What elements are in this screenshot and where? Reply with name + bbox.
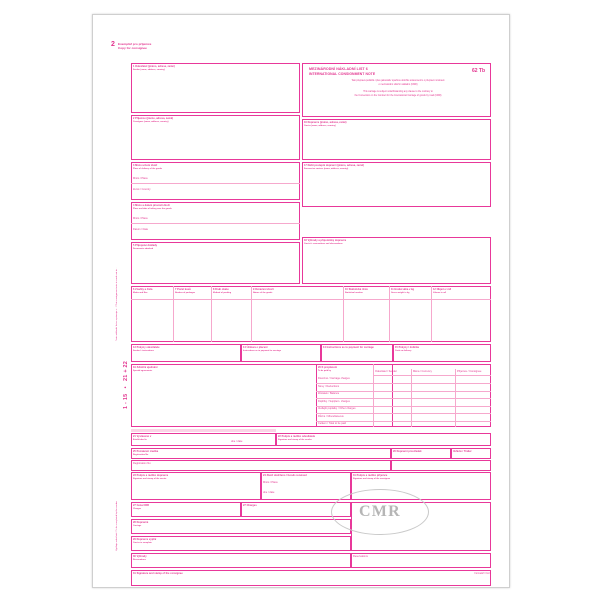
field-12-label: 12 Objem v m3 Volume in m3	[433, 287, 451, 294]
field-21-date: dne / date	[231, 440, 243, 443]
copy-number: 2	[111, 41, 115, 48]
field-11-label: 11 Hrubá váha v kg Gross weight in kg	[391, 287, 415, 294]
field-4-sub-date: Datum / Date	[133, 228, 149, 231]
field-5-label: 5 Připojené doklady Documents attached	[133, 243, 158, 250]
cmr-watermark: CMR	[331, 489, 429, 535]
field-20-row-other: Vedlejší poplatky / Other charges	[318, 407, 356, 410]
field-23-label: 23 Podpis a razítko dopravce Signature and stamp of the carrier	[133, 473, 169, 480]
field-4-label: 4 Místo a datum převzetí zboží Place and date of taking over the goods	[133, 203, 172, 210]
field-21-label: 21 Vystaveno v Established in	[133, 434, 152, 441]
vertical-side-range: 1 - 15 • 21 + 22	[123, 360, 129, 409]
field-28-box[interactable]	[131, 519, 351, 534]
field-3-label: 3 Místo určení zboží Place of delivery of the goods	[133, 163, 163, 170]
field-20-col-sender: Odesílatel / Sender	[375, 370, 397, 373]
header-paragraph-3: This carriage is subject notwithstanding any clause to the contrary to	[363, 91, 433, 93]
field-20-row-misc: Různé / Miscellaneous	[318, 414, 344, 418]
field-4-sub-place: Místo / Place	[133, 217, 148, 220]
field-30b-label: Reservations	[353, 554, 368, 558]
field-26c-box[interactable]	[391, 460, 491, 471]
field-9-label: 9 Označení zboží Nature of the goods	[253, 287, 274, 294]
paper-sheet	[92, 14, 510, 588]
field-27-label: 27 Cena CDR Charges	[133, 503, 149, 510]
field-30-label: 30 Výhrady Reservations	[133, 554, 147, 561]
copy-label-en: Copy for consignee	[118, 45, 147, 50]
field-24-date: dne / date	[263, 491, 275, 494]
field-24-label: 24 Zboží obdrženo / Goods received	[263, 473, 307, 477]
field-20-row-supplementary: Doplňky / Supplem. charges	[318, 399, 350, 403]
field-20-row-carriage: Dovozné / Carriage charges	[318, 377, 350, 380]
field-3-sub-place: Místo / Place	[133, 177, 148, 180]
field-26-label: 26 Dopravní prostředek	[393, 449, 422, 453]
field-20-col-consignee: Příjemce / Consignee	[457, 370, 482, 373]
field-19-label: 19 Zvláštní ujednání Special agreements	[133, 365, 158, 372]
field-6-label: 6 Značky a čísla Marks and Nos	[133, 287, 153, 294]
field-29-box[interactable]	[131, 536, 351, 551]
cmr-form	[111, 41, 491, 575]
field-bottom-box[interactable]	[131, 570, 491, 586]
field-31-label: 31 Podpis a razítko příjemce Signature and stamp of the consignee	[353, 473, 391, 480]
header-paragraph-4: the Convention on the Contract for the International Carriage of goods by road (CMR)	[354, 95, 442, 97]
copy-label-cz: Exemplář pro příjemce	[118, 41, 152, 46]
field-14b-label: 14 Instructions as to payment for carriage	[323, 345, 374, 349]
form-title-block	[302, 63, 491, 117]
vertical-side-note: Tento nákladní list se vystavuje v... / This consignment note is made out in...	[116, 267, 118, 341]
field-25b-box[interactable]	[131, 460, 391, 471]
field-24-place: Místo / Place	[263, 481, 278, 484]
field-20-label: 20 K proplacení To be paid by	[318, 365, 338, 372]
field-29-label: 29 Dopravce vyplní Carrier to complete	[133, 537, 157, 544]
goods-table[interactable]	[131, 286, 491, 342]
form-title-en: INTERNATIONAL CONSIGNMENT NOTE	[309, 72, 376, 76]
shaded-strip	[131, 429, 276, 432]
field-13-label: 13 Pokyny odesílatele Sender's instructions	[133, 345, 160, 352]
field-bottom-label: 31 Signature and stamp of the consignee	[133, 571, 183, 575]
field-2-label: 2 Příjemce (jméno, adresa, země) Consignee (name, address, country)	[133, 116, 174, 123]
field-18-label: 18 Výhrady a připomínky dopravce Carrier's reservations and observations	[304, 238, 347, 245]
field-20-col-currency: Měna / Currency	[413, 370, 432, 373]
vertical-bottom-note: Vyplňuje odesílatel / To be completed by the sender	[116, 501, 118, 551]
field-21-box[interactable]	[131, 433, 276, 446]
header-paragraph-2: o mezinárodní silniční nákladní (CMR)	[378, 84, 418, 86]
field-17-label: 17 Další postupní dopravci (jméno, adresa, země) Successive carriers (name, address, country)	[304, 163, 364, 170]
field-27b-label: 27 Charges	[243, 503, 257, 507]
field-16-label: 16 Dopravce (jméno, adresa, země) Carrier (name, address, country)	[304, 120, 347, 127]
field-20-row-deductions: Slevy / Deductions	[318, 384, 340, 388]
field-28-label: 28 Dopravné Carriage	[133, 520, 149, 527]
field-26b-label: Vehicle / Trailer	[453, 449, 472, 453]
field-7-label: 7 Počet kusů Number of packages	[175, 287, 196, 294]
form-code: 62 Tb	[471, 67, 485, 74]
copy-label	[118, 42, 151, 51]
form-title-cz: MEZINÁRODNÍ NÁKLADNÍ LIST 6	[309, 67, 368, 71]
field-10-label: 10 Statistické číslo Statistical number	[345, 287, 368, 294]
footer-code: Formulář / Form	[474, 573, 491, 575]
field-3-sub-country: Země / Country	[133, 188, 151, 191]
field-14-label: 14 Úmluva o placení Instructions as to payment for carriage	[243, 345, 281, 352]
field-30-box[interactable]	[131, 553, 351, 568]
field-8-label: 8 Druh obalu Method of packing	[213, 287, 232, 294]
field-25-label: 25 Poznávací značka Registration No	[133, 449, 159, 456]
field-15-label: 15 Pokyny / dobírka Cash on delivery	[395, 345, 419, 352]
field-1-label: 1 Odesílatel (jméno, adresa, země) Sender (name, address, country)	[133, 64, 175, 71]
field-22-label: 22 Podpis a razítko odesílatele Signature and stamp of the sender	[278, 434, 316, 441]
field-25-box[interactable]	[131, 448, 391, 459]
field-20-row-balance: Zůstatek / Balance	[318, 392, 340, 395]
header-paragraph-1: Tato přeprava podléhá i přes jakoukoliv opačnou doložku ustanovením o přepravní smlouvě	[351, 80, 445, 82]
field-20-row-total: Celkem / Total to be paid	[318, 422, 347, 425]
field-25b-label: Registration No	[133, 461, 151, 465]
